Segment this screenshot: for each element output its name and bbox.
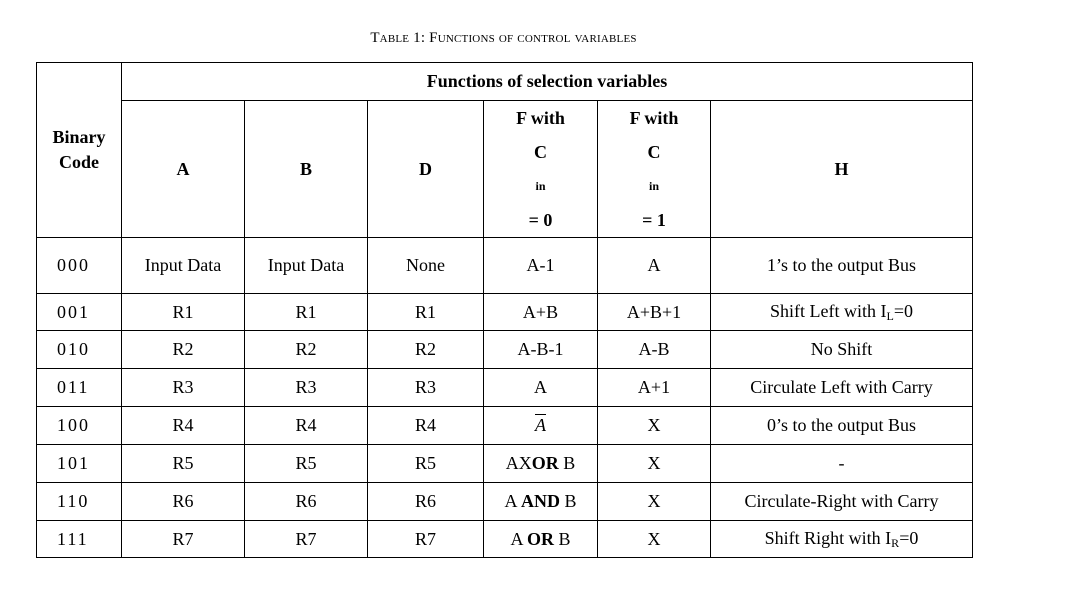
table-row: 011 R3 R3 R3 A A+1 Circulate Left with Carry <box>37 369 973 407</box>
table-row: 010 R2 R2 R2 A-B-1 A-B No Shift <box>37 331 973 369</box>
group-header: Functions of selection variables <box>122 63 973 101</box>
table-row: 101 R5 R5 R5 AXOR B X - <box>37 445 973 483</box>
table-row: 001 R1 R1 R1 A+B A+B+1 Shift Left with $I_L=0$ <box>37 294 973 331</box>
control-variables-table <box>36 62 973 558</box>
col-a-header: A <box>122 101 245 238</box>
col-b-header: B <box>245 101 368 238</box>
table-caption: Table 1: Functions of control variables <box>370 30 637 46</box>
col-h-header: H <box>711 101 973 238</box>
table-row: 100 R4 R4 R4 $\overline{A}$ X 0’s to the output Bus <box>37 407 973 445</box>
binary-code-header: Binary Code <box>37 63 122 238</box>
col-d-header: D <box>368 101 484 238</box>
table-row: 110 R6 R6 R6 A AND B X Circulate-Right with Carry <box>37 483 973 521</box>
table-row: 111 R7 R7 R7 A OR B X Shift Right with $I_R=0$ <box>37 521 973 558</box>
col-f-cin1-header: F with C in = 1 <box>598 101 711 238</box>
table-row: 000 Input Data Input Data None A-1 A 1’s to the output Bus <box>37 238 973 294</box>
col-f-cin0-header: F with C in = 0 <box>484 101 598 238</box>
